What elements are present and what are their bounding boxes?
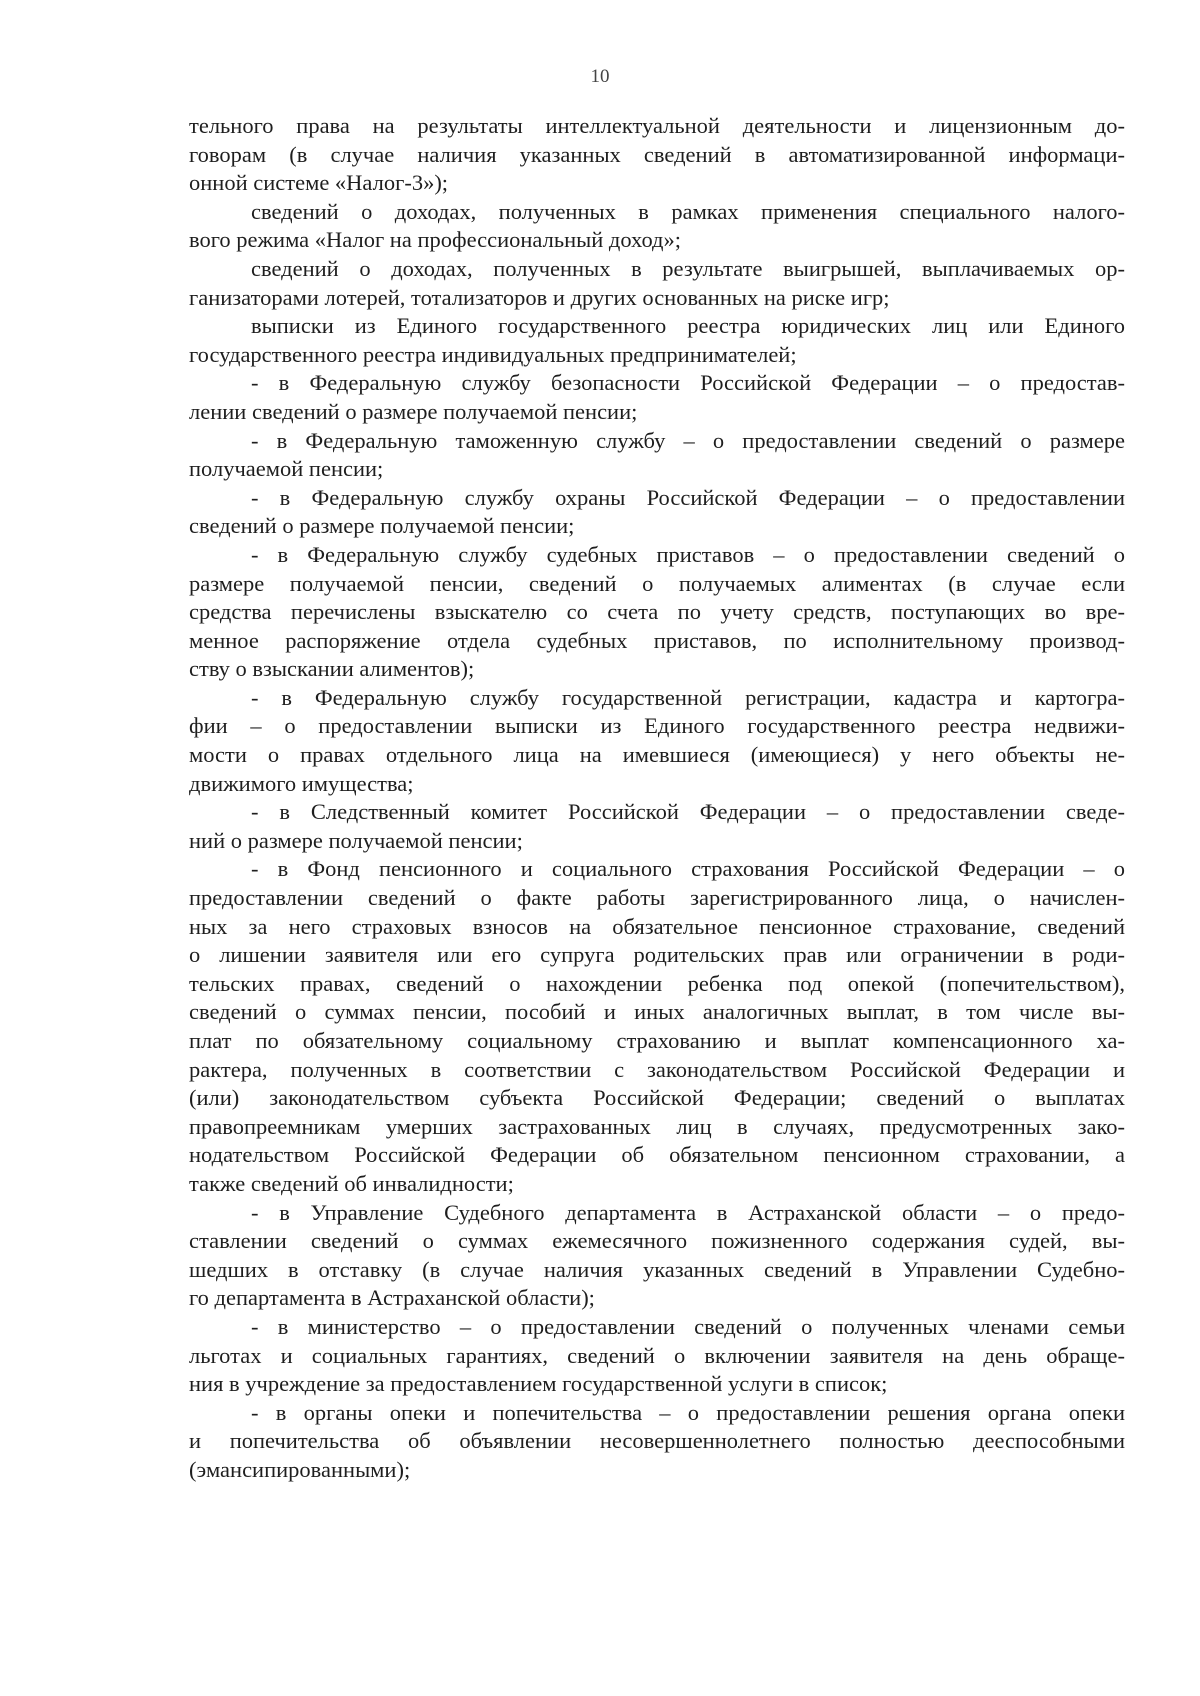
text-line: - в Федеральную службу охраны Российской Федерации – о предоставлении	[251, 484, 1125, 510]
text-line: - в министерство – о предоставлении сведений о полученных членами семьи	[251, 1313, 1125, 1339]
text-line: о лишении заявителя или его супруга родительских прав или ограничении в роди-	[189, 942, 1125, 968]
text-line: ганизаторами лотерей, тотализаторов и других основанных на риске игр;	[189, 284, 890, 310]
text-line: рактера, полученных в соответствии с законодательством Российской Федерации и	[189, 1056, 1125, 1082]
text-line: размере получаемой пенсии, сведений о получаемых алиментах (в случае если	[189, 570, 1125, 596]
text-line: также сведений об инвалидности;	[189, 1170, 514, 1196]
text-line: сведений о доходах, полученных в результате выигрышей, выплачиваемых ор-	[251, 255, 1125, 281]
text-line: шедших в отставку (в случае наличия указанных сведений в Управлении Судебно-	[189, 1256, 1125, 1282]
document-text-body	[189, 112, 1125, 1485]
text-line: - в Следственный комитет Российской Федерации – о предоставлении сведе-	[251, 799, 1125, 825]
text-line: менное распоряжение отдела судебных приставов, по исполнительному производ-	[189, 627, 1125, 653]
text-line: тельских правах, сведений о нахождении ребенка под опекой (попечительством),	[189, 970, 1125, 996]
text-line: вого режима «Налог на профессиональный доход»;	[189, 227, 682, 253]
text-line: - в Федеральную службу государственной регистрации, кадастра и картогра-	[251, 684, 1125, 710]
text-line: ний о размере получаемой пенсии;	[189, 827, 523, 853]
text-line: движимого имущества;	[189, 770, 414, 796]
text-line: и попечительства об объявлении несовершеннолетнего полностью дееспособными	[189, 1428, 1125, 1454]
text-line: онной системе «Налог-3»);	[189, 170, 449, 196]
text-line: выписки из Единого государственного реестра юридических лиц или Единого	[251, 313, 1125, 339]
page-number: 10	[590, 66, 610, 87]
text-line: (или) законодательством субъекта Российской Федерации; сведений о выплатах	[189, 1085, 1125, 1111]
text-line: го департамента в Астраханской области);	[189, 1285, 595, 1311]
text-line: лении сведений о размере получаемой пенсии;	[189, 398, 638, 424]
text-line: тельного права на результаты интеллектуальной деятельности и лицензионным до-	[189, 113, 1125, 138]
text-line: сведений о размере получаемой пенсии;	[189, 513, 575, 539]
text-line: средства перечислены взыскателю со счета по учету средств, поступающих во вре-	[189, 599, 1125, 625]
text-line: фии – о предоставлении выписки из Единого государственного реестра недвижи-	[189, 713, 1125, 739]
text-line: мости о правах отдельного лица на имевшиеся (имеющиеся) у него объекты не-	[189, 742, 1125, 768]
text-line: - в Управление Судебного департамента в Астраханской области – о предо-	[251, 1199, 1125, 1225]
text-line: ству о взыскании алиментов);	[189, 656, 475, 682]
text-line: нодательством Российской Федерации об обязательном пенсионном страховании, а	[189, 1142, 1125, 1168]
text-line: плат по обязательному социальному страхованию и выплат компенсационного ха-	[189, 1028, 1125, 1053]
text-line: ных за него страховых взносов на обязательное пенсионное страхование, сведений	[189, 913, 1125, 939]
text-line: - в Федеральную службу судебных приставов – о предоставлении сведений о	[251, 541, 1125, 567]
text-line: ния в учреждение за предоставлением государственной услуги в список;	[189, 1371, 888, 1397]
text-line: говорам (в случае наличия указанных сведений в автоматизированной информаци-	[189, 141, 1125, 167]
text-line: - в Фонд пенсионного и социального страхования Российской Федерации – о	[251, 856, 1125, 882]
text-line: сведений о суммах пенсии, пособий и иных аналогичных выплат, в том числе вы-	[189, 999, 1125, 1025]
text-line: получаемой пенсии;	[189, 456, 384, 482]
text-line: - в Федеральную таможенную службу – о предоставлении сведений о размере	[251, 427, 1125, 453]
text-line: - в Федеральную службу безопасности Российской Федерации – о предостав-	[251, 370, 1125, 396]
text-line: правопреемникам умерших застрахованных лиц в случаях, предусмотренных зако-	[189, 1113, 1125, 1139]
text-line: льготах и социальных гарантиях, сведений о включении заявителя на день обраще-	[189, 1342, 1125, 1368]
text-line: - в органы опеки и попечительства – о предоставлении решения органа опеки	[251, 1399, 1125, 1425]
text-line: сведений о доходах, полученных в рамках применения специального налого-	[251, 198, 1125, 224]
text-line: ставлении сведений о суммах ежемесячного пожизненного содержания судей, вы-	[189, 1228, 1125, 1254]
text-line: (эмансипированными);	[189, 1456, 411, 1482]
text-line: предоставлении сведений о факте работы зарегистрированного лица, о начислен-	[189, 885, 1125, 911]
text-line: государственного реестра индивидуальных предпринимателей;	[189, 341, 797, 367]
